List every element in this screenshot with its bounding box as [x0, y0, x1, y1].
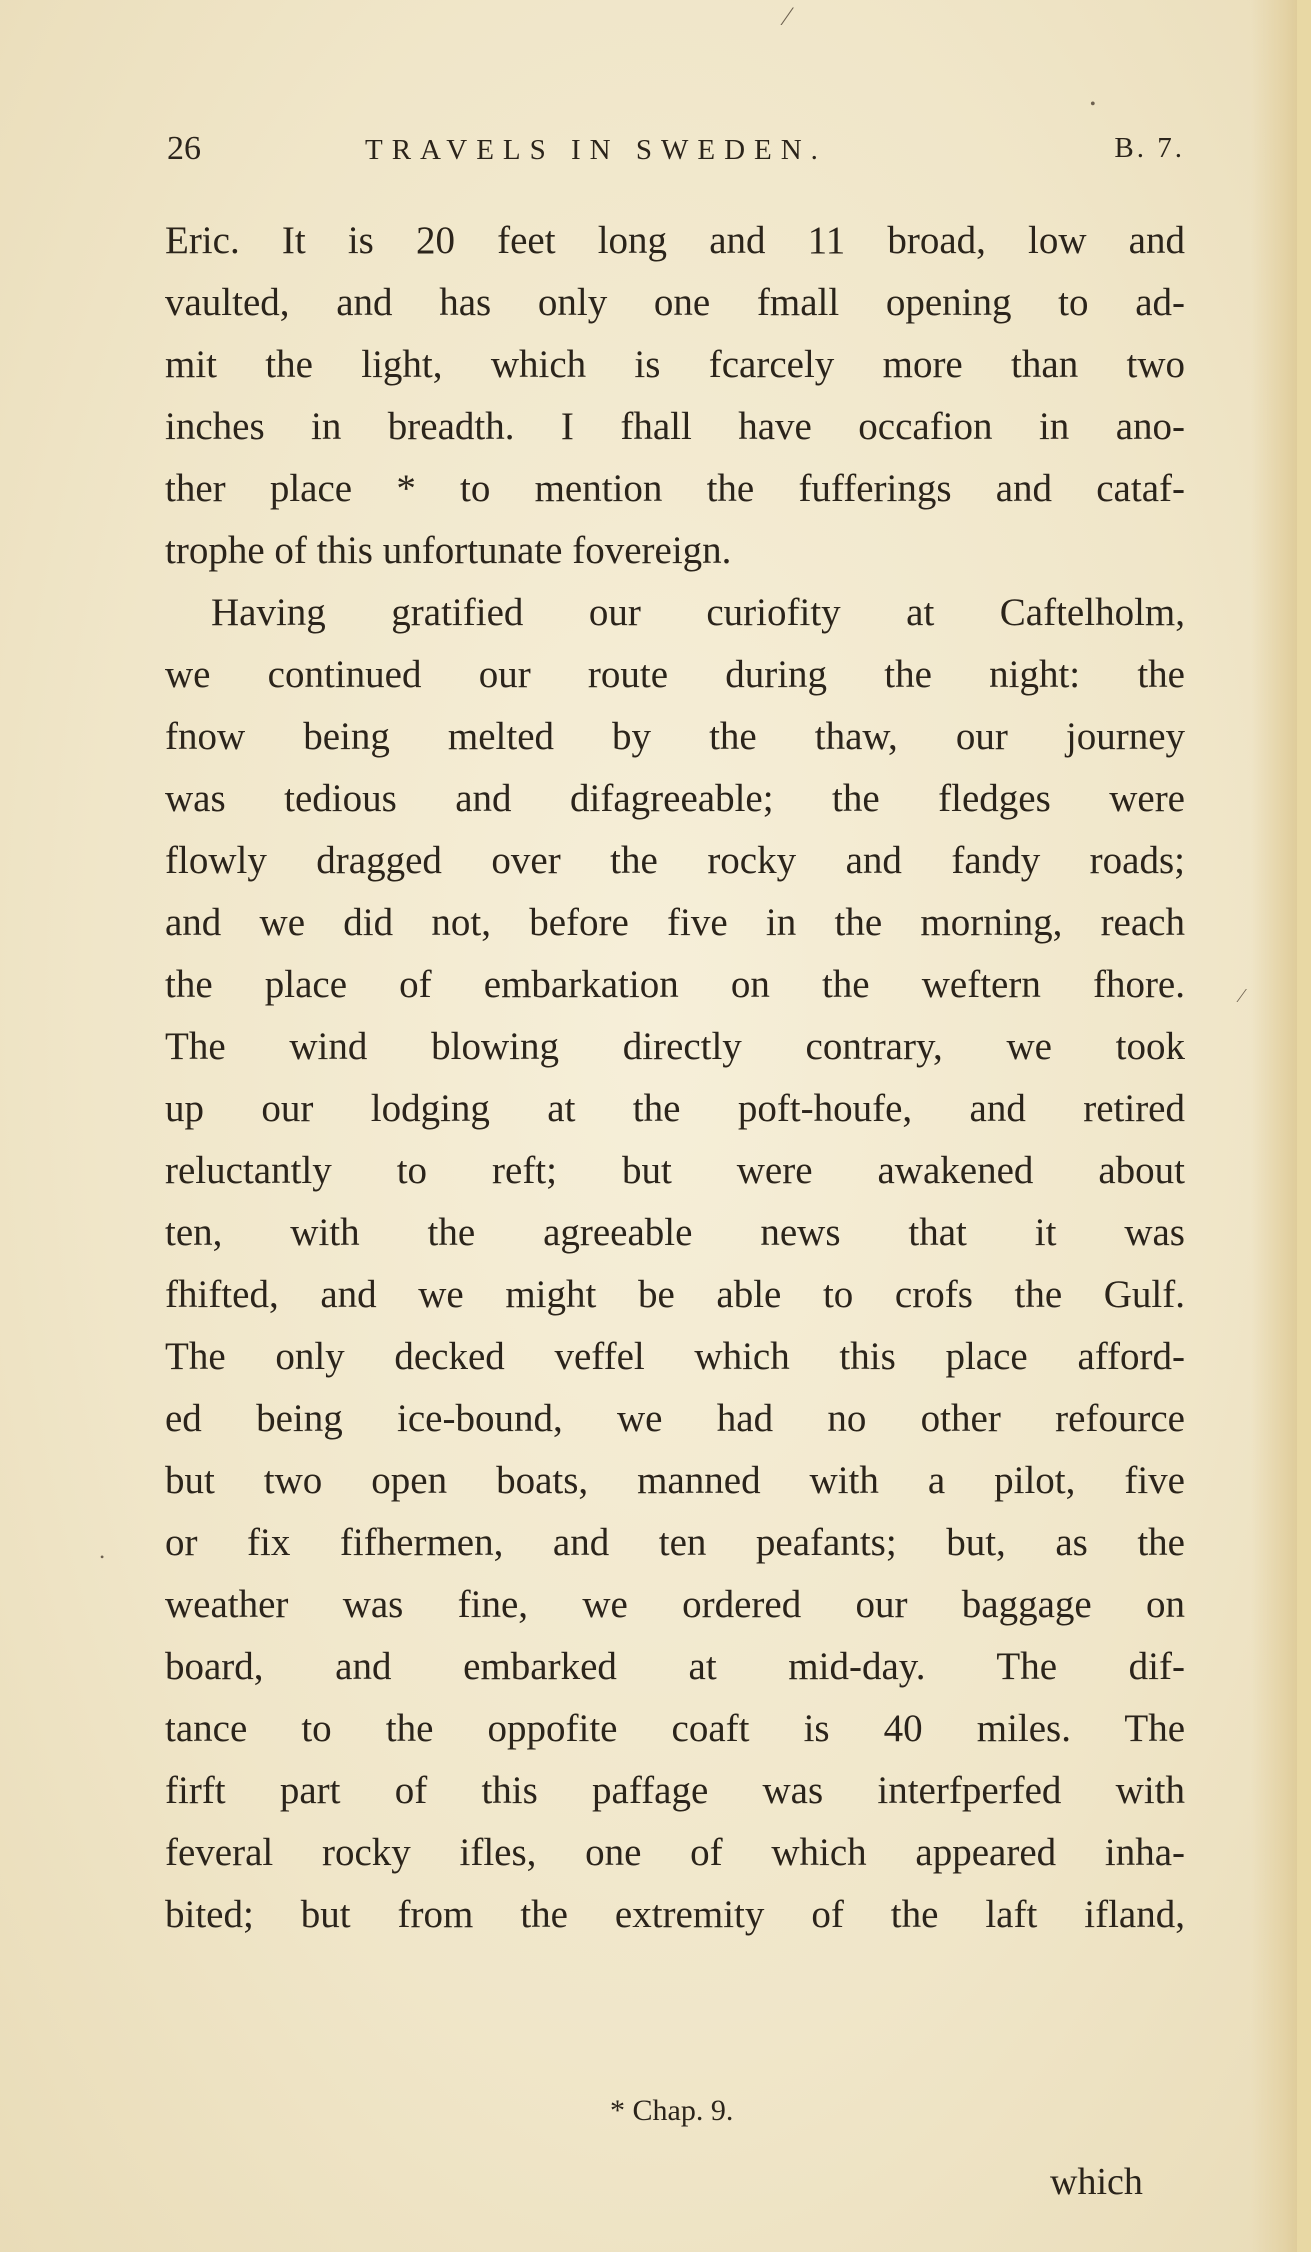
- text-line: firft part of this paffage was interfperfed with: [165, 1769, 1185, 1812]
- text-line: The wind blowing directly contrary, we took: [165, 1025, 1185, 1068]
- ink-speck: ⁄: [1240, 985, 1244, 1007]
- text-line: inches in breadth. I fhall have occafion in ano-: [165, 405, 1185, 448]
- text-line: ed being ice-bound, we had no other refource: [165, 1397, 1185, 1440]
- book-number: B. 7.: [1114, 132, 1185, 164]
- text-line: tance to the oppofite coaft is 40 miles. The: [165, 1707, 1185, 1750]
- text-line: trophe of this unfortunate fovereign.: [165, 529, 732, 572]
- text-line: mit the light, which is fcarcely more than two: [165, 343, 1185, 386]
- text-line: we continued our route during the night: the: [165, 653, 1185, 696]
- running-title: TRAVELS IN SWEDEN.: [365, 134, 827, 166]
- ink-speck: •: [100, 1550, 105, 1564]
- text-line: flowly dragged over the rocky and fandy roads;: [165, 839, 1185, 882]
- text-line: board, and embarked at mid-day. The dif-: [165, 1645, 1185, 1688]
- text-line: ten, with the agreeable news that it was: [165, 1211, 1185, 1254]
- running-head: [165, 130, 1185, 180]
- ink-speck: •: [1090, 96, 1096, 113]
- text-line: the place of embarkation on the weftern fhore.: [165, 963, 1185, 1006]
- text-line: vaulted, and has only one fmall opening to ad-: [165, 281, 1185, 324]
- text-line: feveral rocky ifles, one of which appeared inha-: [165, 1831, 1185, 1874]
- text-line: Eric. It is 20 feet long and 11 broad, low and: [165, 219, 1185, 262]
- text-line: or fix fifhermen, and ten peafants; but, as the: [165, 1521, 1185, 1564]
- page-edge-strip: [1297, 0, 1311, 2252]
- text-line: and we did not, before five in the morning, reach: [165, 901, 1185, 944]
- text-line: Having gratified our curiofity at Caftelholm,: [211, 591, 1185, 634]
- text-line: reluctantly to reft; but were awakened about: [165, 1149, 1185, 1192]
- text-line: fhifted, and we might be able to crofs the Gulf.: [165, 1273, 1185, 1316]
- text-line: but two open boats, manned with a pilot, five: [165, 1459, 1185, 1502]
- text-line: The only decked veffel which this place afford-: [165, 1335, 1185, 1378]
- text-line: fnow being melted by the thaw, our journey: [165, 715, 1185, 758]
- footnote: * Chap. 9.: [610, 2094, 734, 2127]
- text-line: weather was fine, we ordered our baggage on: [165, 1583, 1185, 1626]
- page-number: 26: [167, 130, 201, 167]
- text-line: up our lodging at the poft-houfe, and retired: [165, 1087, 1185, 1130]
- text-line: bited; but from the extremity of the laft ifland,: [165, 1893, 1185, 1936]
- ink-speck: ⁄: [785, 2, 790, 31]
- catchword: which: [1050, 2161, 1143, 2203]
- text-line: ther place * to mention the fufferings and cataf-: [165, 467, 1185, 510]
- text-line: was tedious and difagreeable; the fledges were: [165, 777, 1185, 820]
- body-text: [165, 210, 1185, 1946]
